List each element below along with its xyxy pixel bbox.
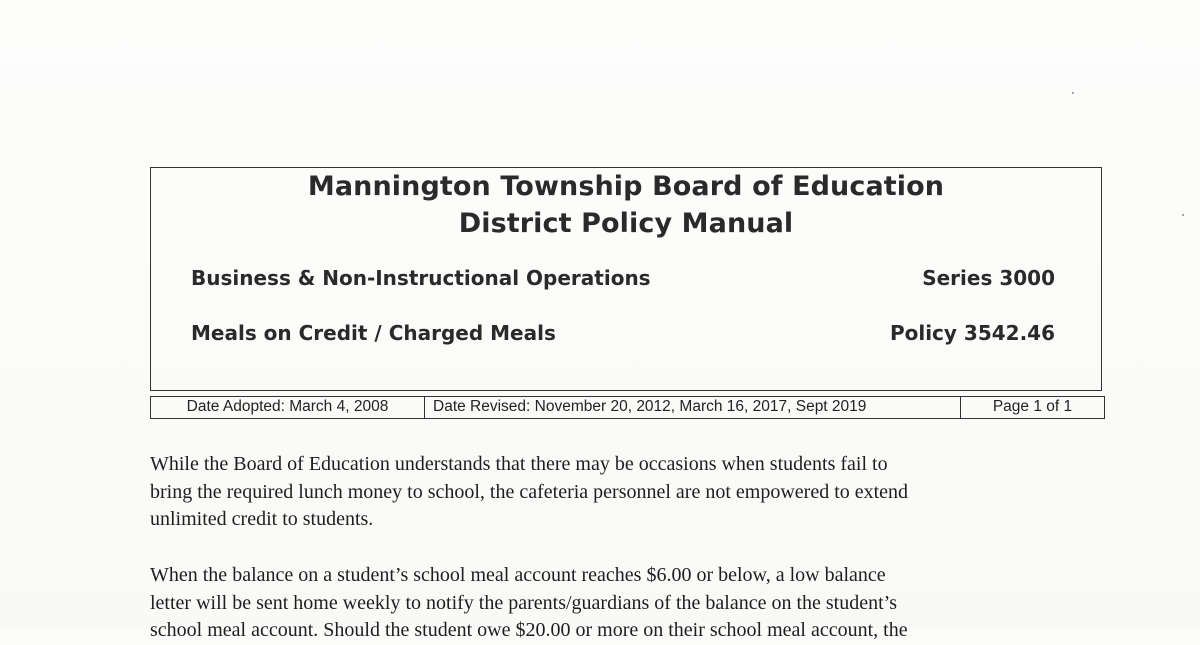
- paragraph-low-balance: [150, 562, 1070, 645]
- policy-header-box: [150, 167, 1102, 391]
- board-title: Mannington Township Board of Education: [307, 171, 945, 202]
- paragraph-line: letter will be sent home weekly to notify the parents/guardians of the balance on the student’s: [150, 591, 898, 614]
- date-adopted: Date Adopted: March 4, 2008: [151, 397, 425, 418]
- paragraph-credit-limits: [150, 451, 1070, 534]
- paragraph-line: unlimited credit to students.: [150, 508, 374, 530]
- date-revised: Date Revised: November 20, 2012, March 16, 2017, Sept 2019: [424, 397, 961, 418]
- paragraph-line: bring the required lunch money to school, the cafeteria personnel are not empowered to extend: [150, 480, 909, 503]
- paragraph-line: While the Board of Education understands that there may be occasions when students fail to: [150, 453, 888, 475]
- scan-speck: [1182, 214, 1184, 216]
- policy-number: Policy 3542.46: [889, 321, 1055, 345]
- manual-title: District Policy Manual: [458, 208, 794, 239]
- section-label: Business & Non-Instructional Operations: [191, 266, 651, 290]
- page-number: Page 1 of 1: [992, 398, 1073, 415]
- paragraph-line: school meal account. Should the student owe $20.00 or more on their school meal account, the: [150, 619, 908, 641]
- policy-title: Meals on Credit / Charged Meals: [191, 321, 556, 345]
- paragraph-line: When the balance on a student’s school meal account reaches $6.00 or below, a low balance: [150, 564, 886, 586]
- policy-dates-strip: [150, 396, 1105, 419]
- scan-speck: [1072, 92, 1074, 94]
- series-label: Series 3000: [922, 266, 1055, 290]
